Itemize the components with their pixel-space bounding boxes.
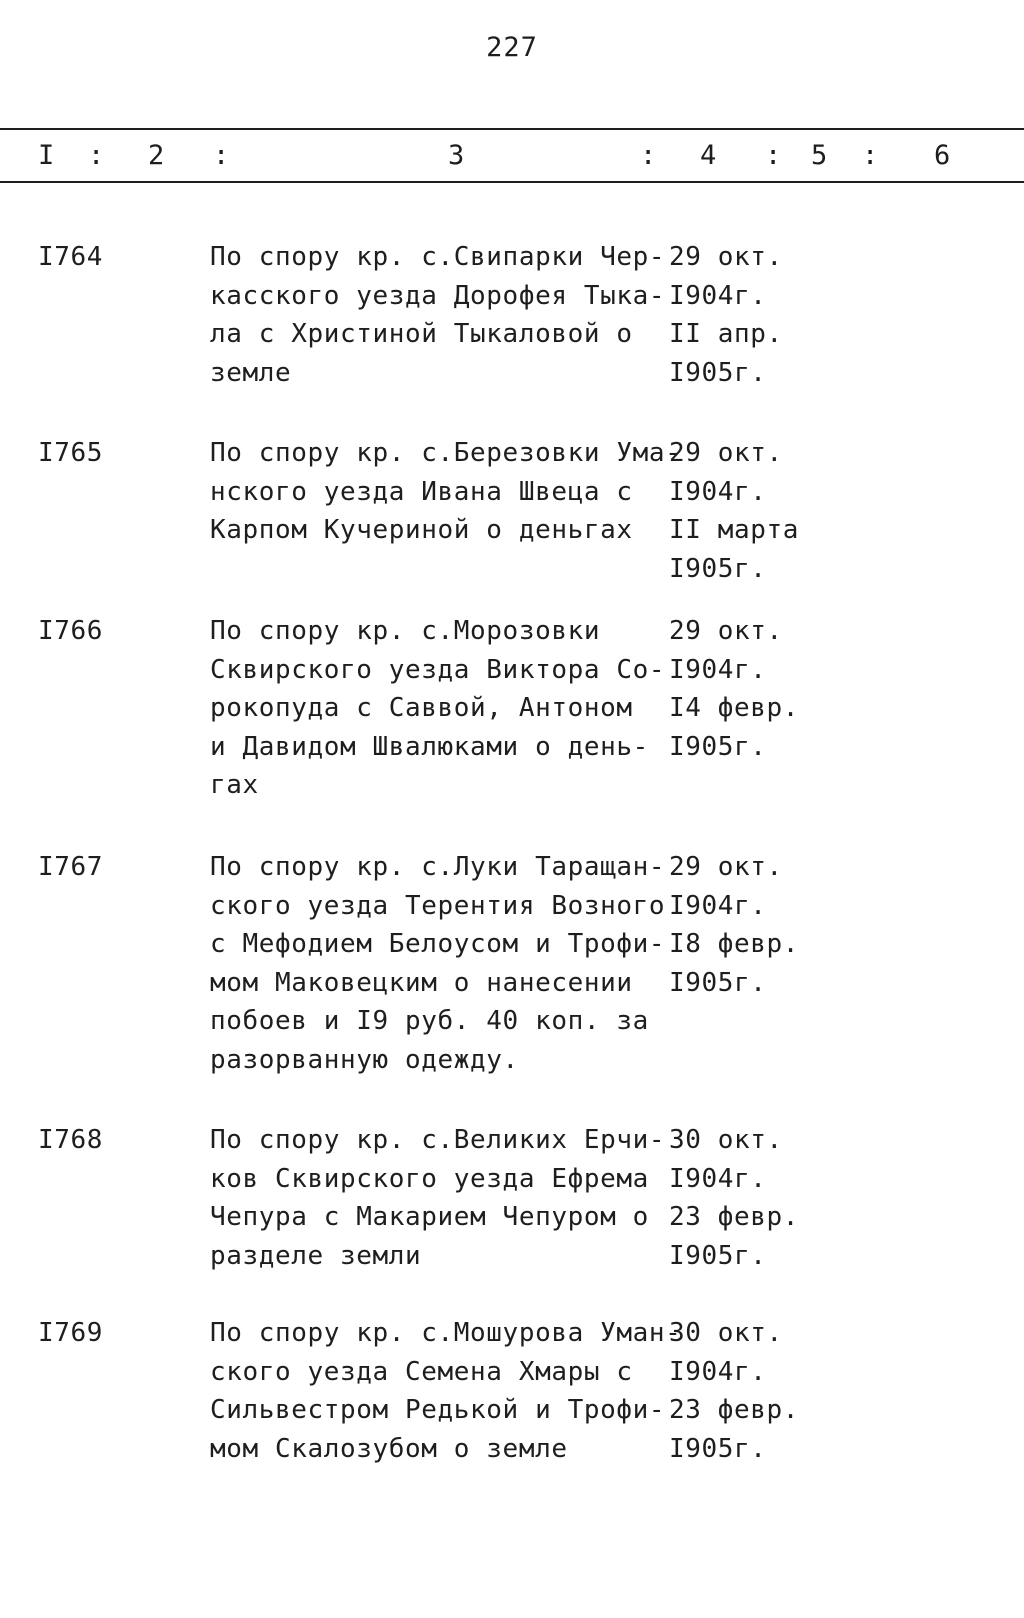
column-header-2: 2 [148, 140, 165, 171]
record-number: I766 [38, 616, 104, 646]
column-header-separator: : [88, 140, 105, 171]
record-dates: 29 окт. I904г. I4 февр. I905г. [669, 616, 800, 762]
column-header-separator: : [862, 140, 879, 171]
column-header-1: I [38, 140, 55, 171]
page-number: 227 [486, 32, 538, 63]
column-header-5: 5 [811, 140, 828, 171]
record-description: По спору кр. с.Березовки Ума- нского уезда Ивана Швеца с Карпом Кучериной о деньгах [210, 438, 682, 545]
record-description: По спору кр. с.Луки Таращан- ского уезда Терентия Возного с Мефодием Белоусом и Трофи- мом Маковецким о нанесении побоев и I9 руб. 40 коп. за разорванную одежду. [210, 852, 666, 1075]
record-dates: 29 окт. I904г. II марта I905г. [669, 438, 800, 584]
column-header-separator: : [765, 140, 782, 171]
record-number: I764 [38, 242, 104, 272]
record-dates: 29 окт. I904г. I8 февр. I905г. [669, 852, 800, 998]
column-header-separator: : [640, 140, 657, 171]
column-header-row [0, 140, 1024, 174]
column-header-4: 4 [700, 140, 717, 171]
record-number: I767 [38, 852, 104, 882]
record-description: По спору кр. с.Свипарки Чер- касского уезда Дорофея Тыка- ла с Христиной Тыкаловой о земле [210, 242, 666, 388]
record-description: По спору кр. с.Великих Ерчи- ков Сквирского уезда Ефрема Чепура с Макарием Чепуром о разделе земли [210, 1125, 666, 1271]
column-header-3: 3 [448, 140, 465, 171]
record-description: По спору кр. с.Мошурова Уман- ского уезда Семена Хмары с Сильвестром Редькой и Трофи- мом Скалозубом о земле [210, 1318, 682, 1464]
column-header-separator: : [213, 140, 230, 171]
table-top-rule [0, 128, 1024, 130]
record-number: I765 [38, 438, 104, 468]
record-dates: 30 окт. I904г. 23 февр. I905г. [669, 1318, 800, 1464]
record-dates: 29 окт. I904г. II апр. I905г. [669, 242, 783, 388]
record-dates: 30 окт. I904г. 23 февр. I905г. [669, 1125, 800, 1271]
table-header-bottom-rule [0, 181, 1024, 183]
record-number: I769 [38, 1318, 104, 1348]
record-description: По спору кр. с.Морозовки Сквирского уезда Виктора Со- рокопуда с Саввой, Антоном и Давидом Швалюками о день- гах [210, 616, 666, 800]
column-header-6: 6 [934, 140, 951, 171]
record-number: I768 [38, 1125, 104, 1155]
